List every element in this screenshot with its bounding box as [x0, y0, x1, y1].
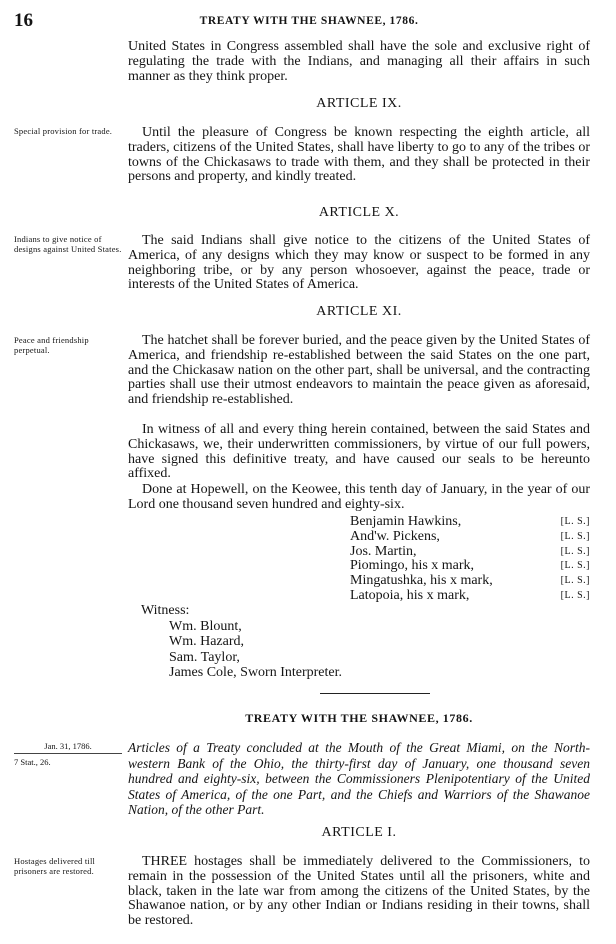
signatory-row: [350, 559, 590, 574]
article-heading-ix: ARTICLE IX.: [316, 96, 402, 111]
signatory-row: [350, 589, 590, 604]
seal-mark: [L. S.]: [560, 589, 590, 601]
treaty-title: TREATY WITH THE SHAWNEE, 1786.: [245, 711, 473, 725]
witness-label: Witness:: [141, 603, 190, 618]
paragraph-in-witness: In witness of all and every thing herein contained, between the said States and Chickasaws, we, their underwritten commissioners, by virtue of our full powers, have signed this definitive treaty, and have caused our seals to be hereunto affixed.: [128, 422, 590, 482]
article-heading-i: ARTICLE I.: [321, 825, 397, 840]
paragraph-article-x: The said Indians shall give notice to the citizens of the United States of America, of any designs which they may know or suspect to be formed in any neighboring tribe, or by any person whosoever, against the peace, trade or interests of the United States of America.: [128, 233, 590, 293]
signatory-row: [350, 515, 590, 530]
margin-note-notice-of-designs: Indians to give notice of designs against United States.: [14, 234, 122, 254]
signatory-name: Mingatushka, his x mark,: [350, 573, 493, 589]
witness-name: Wm. Hazard,: [169, 634, 245, 649]
seal-mark: [L. S.]: [560, 560, 590, 572]
article-heading-xi: ARTICLE XI.: [316, 304, 402, 319]
article-heading-x: ARTICLE X.: [318, 205, 400, 220]
statute-citation-note: 7 Stat., 26.: [14, 757, 51, 767]
treaty-intro: Articles of a Treaty concluded at the Mouth of the Great Miami, on the North-western Bank of the Ohio, the thirty-first day of January, one thousand seven hundred and eighty-six, between the Commissioners Plenipotentiary of the United States of America, of the one Part, and the Chiefs and Warriors of the Shawanoe Nation, of the other Part.: [128, 740, 590, 817]
margin-note-special-provision: Special provision for trade.: [14, 126, 113, 136]
paragraph-article-xi: The hatchet shall be forever buried, and the peace given by the United States of America, and friendship re-established between the said States on the one part, and the Chickasaw nation on the other part, shall be universal, and the contracting parties shall use their utmost endeavors to maintain the peace given as aforesaid, and friendship re-established.: [128, 333, 590, 408]
witness-name: James Cole, Sworn Interpreter.: [169, 665, 343, 680]
signatory-name: And'w. Pickens,: [350, 528, 440, 544]
running-head: TREATY WITH THE SHAWNEE, 1786.: [199, 15, 419, 27]
date-margin-note: [14, 741, 122, 767]
signatory-row: [350, 545, 590, 560]
paragraph-continuation: United States in Congress assembled shall have the sole and exclusive right of regulating the trade with the Indians, and managing all their affairs in such manner as they think proper.: [128, 39, 590, 84]
seal-mark: [L. S.]: [560, 545, 590, 557]
witness-block: [141, 603, 342, 681]
signatory-name: Benjamin Hawkins,: [350, 514, 462, 529]
witness-name: Sam. Taylor,: [169, 649, 240, 665]
signatory-row: [350, 530, 590, 545]
paragraph-article-i: THREE hostages shall be immediately delivered to the Commissioners, to remain in the possession of the United States until all the prisoners, white and black, taken in the late war from among the citizens of the United States, by the Shawanoe nation, or by any other Indian or Indians residing in their towns, shall be restored.: [128, 854, 590, 929]
page-number: 16: [14, 10, 33, 31]
margin-note-peace-friendship: Peace and friendship perpetual.: [14, 335, 89, 355]
signatory-name: Latopoia, his x mark,: [350, 587, 470, 603]
seal-mark: [L. S.]: [560, 575, 590, 587]
witness-name: Wm. Blount,: [169, 618, 242, 634]
paragraph-article-ix: Until the pleasure of Congress be known respecting the eighth article, all traders, citizens of the United States, shall have liberty to go to any of the tribes or towns of the Chickasaws to trade with them, and they shall be protected in their persons and property, and kindly treated.: [128, 125, 590, 185]
signatory-name: Piomingo, his x mark,: [350, 558, 475, 574]
signatory-row: [350, 574, 590, 589]
section-divider: [320, 693, 430, 694]
signatory-name: Jos. Martin,: [350, 543, 417, 559]
signature-block: [350, 515, 590, 604]
treaty-date-note: Jan. 31, 1786.: [14, 741, 122, 754]
seal-mark: [L. S.]: [560, 516, 590, 527]
paragraph-done-at-hopewell: Done at Hopewell, on the Keowee, this tenth day of January, in the year of our Lord one thousand seven hundred and eighty-six.: [128, 482, 590, 512]
margin-note-hostages: Hostages delivered till prisoners are restored.: [14, 856, 96, 876]
page-header: [14, 10, 604, 32]
seal-mark: [L. S.]: [560, 530, 590, 542]
